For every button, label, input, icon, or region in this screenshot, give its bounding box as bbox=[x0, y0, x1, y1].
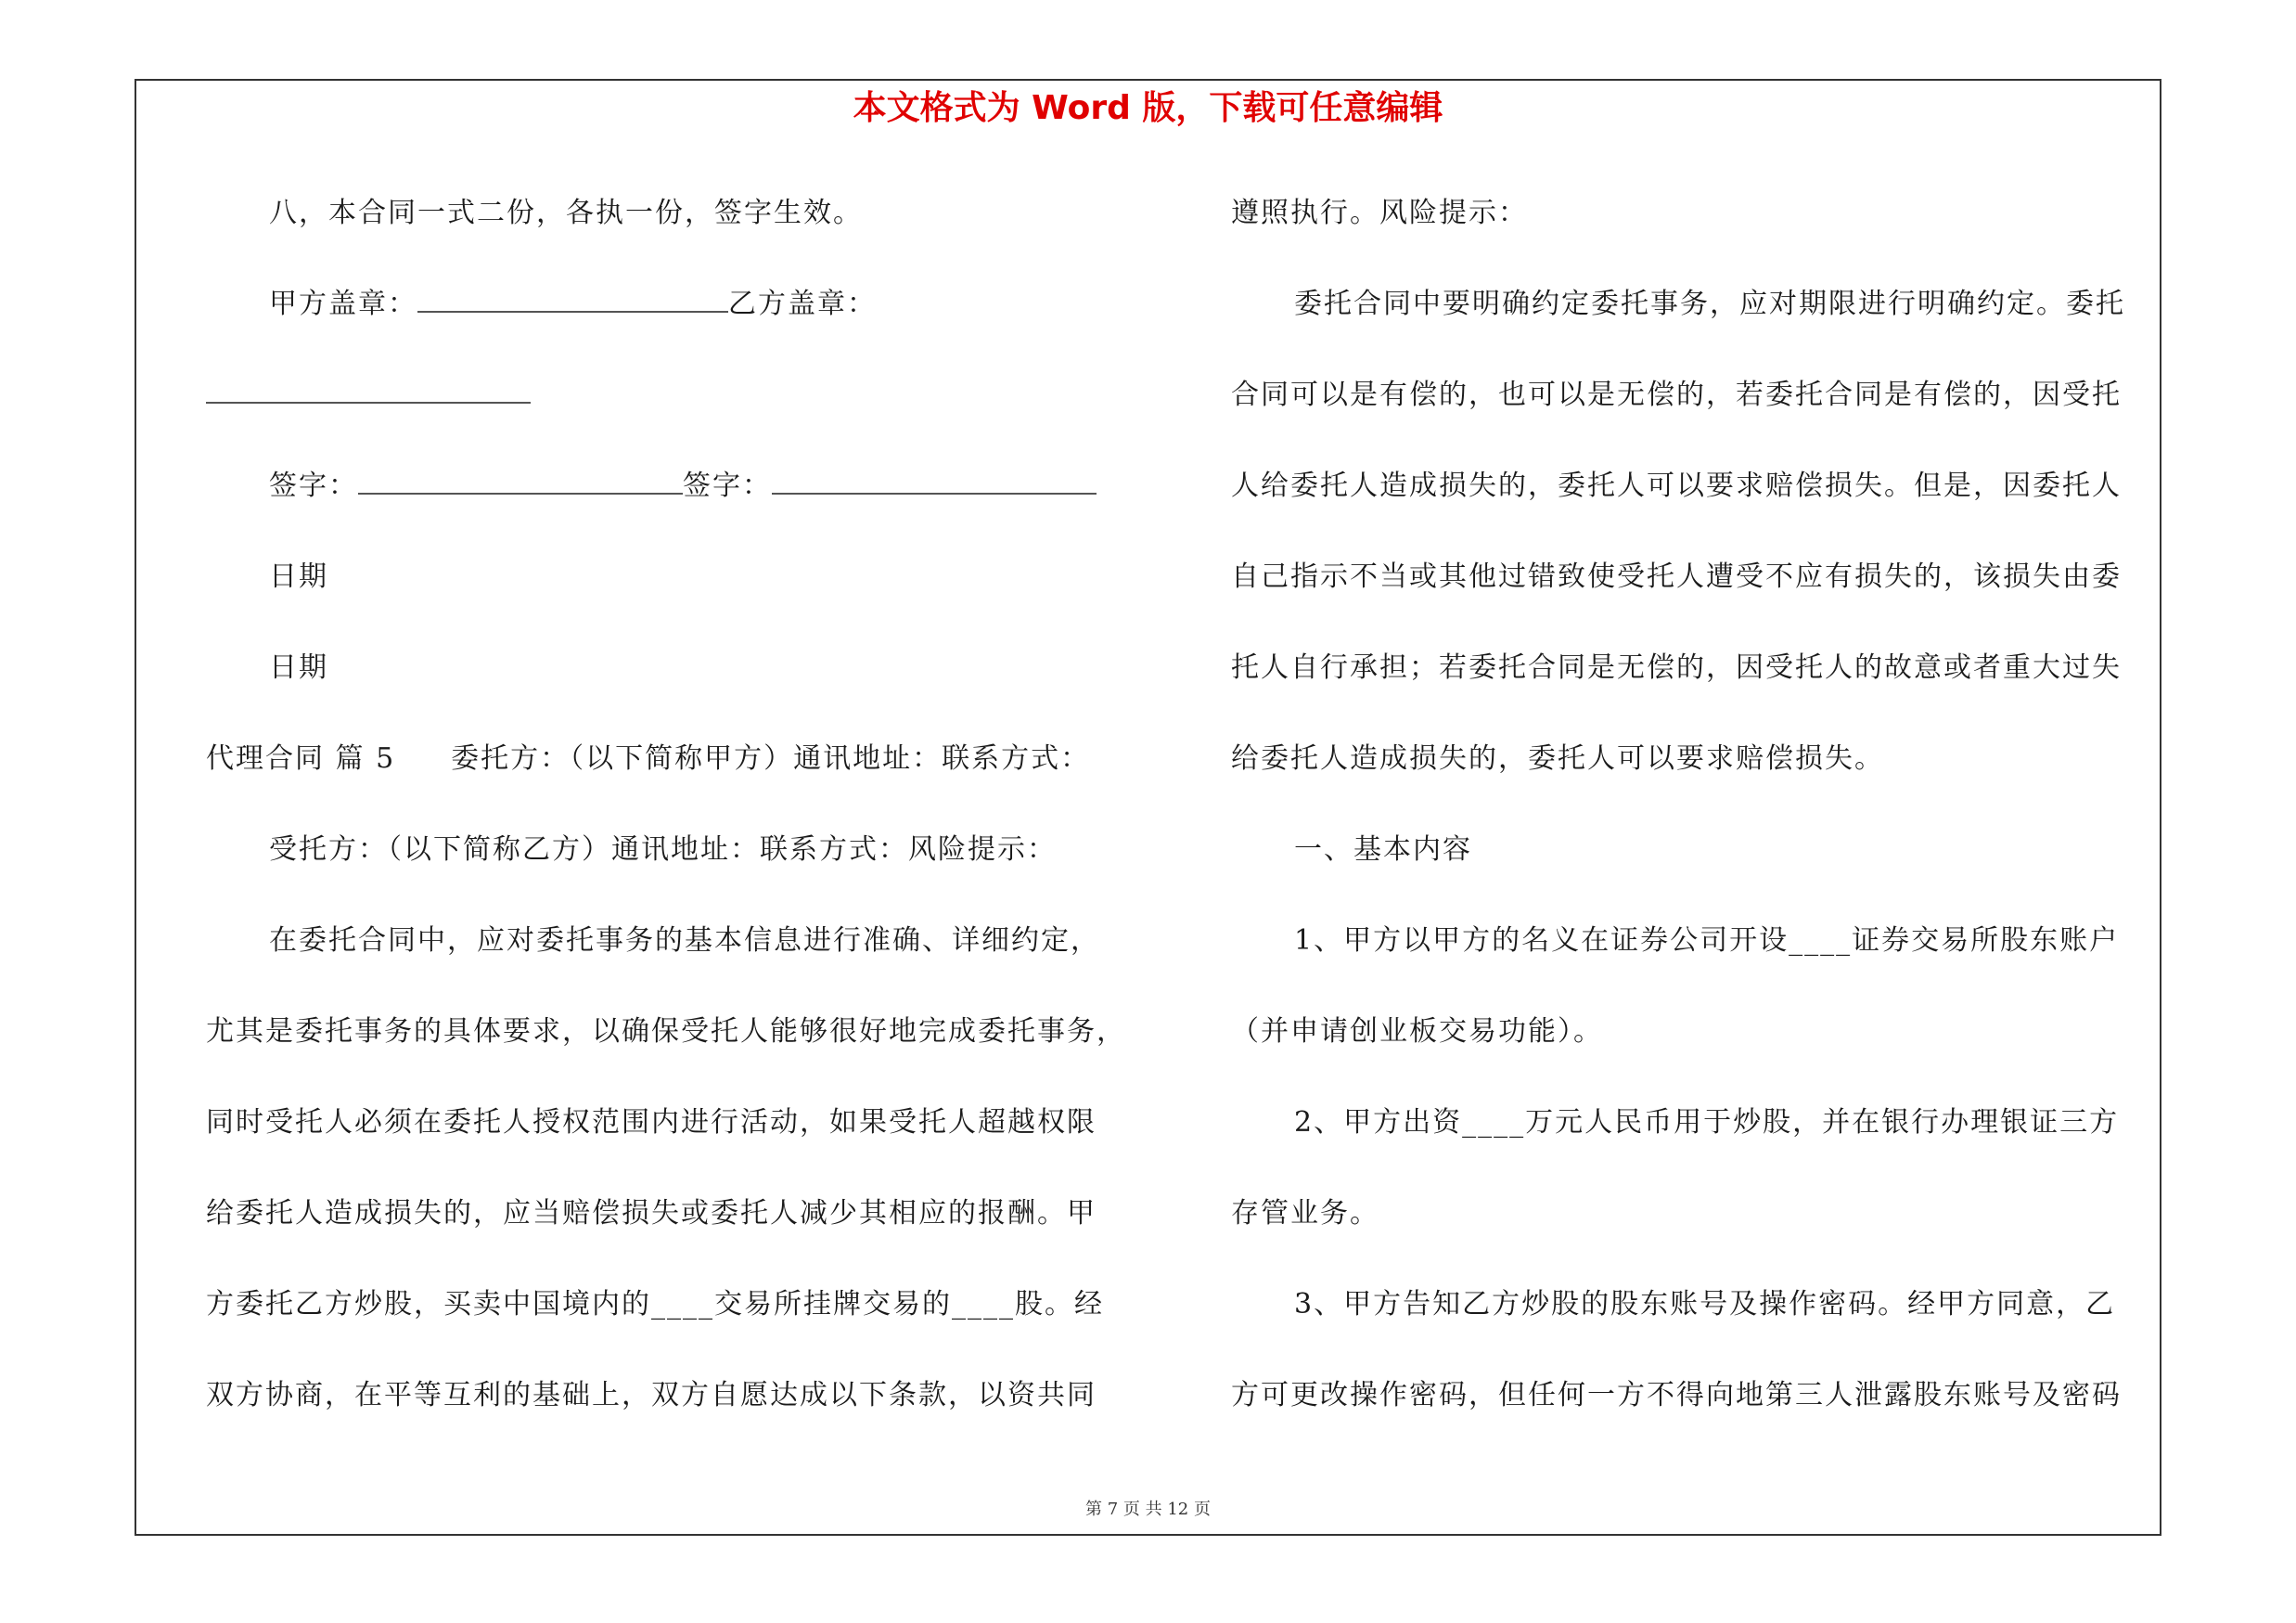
text-line: 3、甲方告知乙方炒股的股东账号及操作密码。经甲方同意，乙 bbox=[1294, 1288, 2116, 1320]
text-line: 遵照执行。风险提示： bbox=[1231, 197, 1528, 229]
text-line: 受托方：（以下简称乙方）通讯地址：联系方式：风险提示： bbox=[269, 833, 1057, 866]
text-line: 人给委托人造成损失的，委托人可以要求赔偿损失。但是，因委托人 bbox=[1231, 470, 2122, 502]
text-line: 托人自行承担；若委托合同是无偿的，因受托人的故意或者重大过失 bbox=[1231, 651, 2122, 684]
text-line: 2、甲方出资____万元人民币用于炒股，并在银行办理银证三方 bbox=[1294, 1106, 2120, 1139]
section-title-line bbox=[206, 727, 1143, 818]
section-heading: 一、基本内容 bbox=[1294, 833, 1472, 866]
text-line: 存管业务。 bbox=[1231, 1197, 1379, 1230]
section-title: 代理合同 篇 5 bbox=[206, 742, 396, 775]
text-line: 给委托人造成损失的，应当赔偿损失或委托人减少其相应的报酬。甲 bbox=[206, 1197, 1097, 1230]
text-line: 给委托人造成损失的，委托人可以要求赔偿损失。 bbox=[1231, 742, 1884, 775]
party-b-seal-label: 乙方盖章： bbox=[728, 288, 877, 320]
text-line: 同时受托人必须在委托人授权范围内进行活动，如果受托人超越权限 bbox=[206, 1106, 1097, 1139]
text-line: 双方协商，在平等互利的基础上，双方自愿达成以下条款，以资共同 bbox=[206, 1379, 1097, 1411]
text-line: 方可更改操作密码，但任何一方不得向地第三人泄露股东账号及密码 bbox=[1231, 1379, 2122, 1411]
text-line: （并申请创业板交易功能）。 bbox=[1231, 1015, 1603, 1048]
seal-blank-line bbox=[206, 363, 1143, 454]
text-line: 方委托乙方炒股，买卖中国境内的____交易所挂牌交易的____股。经 bbox=[206, 1288, 1104, 1320]
date-line: 日期 bbox=[269, 651, 328, 684]
principal-info: 委托方：（以下简称甲方）通讯地址：联系方式： bbox=[451, 742, 1091, 775]
signature-line bbox=[206, 454, 1143, 545]
party-a-sign-blank bbox=[358, 465, 683, 495]
party-a-seal-label: 甲方盖章： bbox=[269, 288, 417, 320]
party-b-seal-blank bbox=[206, 374, 531, 404]
party-b-sign-label: 签字： bbox=[683, 470, 772, 502]
text-line: 1、甲方以甲方的名义在证券公司开设____证券交易所股东账户 bbox=[1294, 924, 2120, 957]
left-column bbox=[206, 181, 1143, 1454]
text-line: 自己指示不当或其他过错致使受托人遭受不应有损失的，该损失由委 bbox=[1231, 560, 2122, 593]
right-column bbox=[1231, 181, 2159, 1454]
seal-line bbox=[206, 272, 1143, 363]
party-b-sign-blank bbox=[772, 465, 1097, 495]
document-header: 本文格式为 Word 版，下载可任意编辑 bbox=[853, 89, 1443, 127]
text-line: 尤其是委托事务的具体要求，以确保受托人能够很好地完成委托事务， bbox=[206, 1015, 1126, 1048]
text-line: 在委托合同中，应对委托事务的基本信息进行准确、详细约定， bbox=[269, 924, 1100, 957]
party-a-seal-blank bbox=[417, 283, 728, 313]
text-line: 八，本合同一式二份，各执一份，签字生效。 bbox=[269, 197, 863, 229]
party-a-sign-label: 签字： bbox=[269, 470, 358, 502]
text-line: 合同可以是有偿的，也可以是无偿的，若委托合同是有偿的，因受托 bbox=[1231, 379, 2122, 411]
date-line: 日期 bbox=[269, 560, 328, 593]
text-line: 委托合同中要明确约定委托事务，应对期限进行明确约定。委托 bbox=[1294, 288, 2125, 320]
page-number: 第 7 页 共 12 页 bbox=[1085, 1500, 1211, 1519]
